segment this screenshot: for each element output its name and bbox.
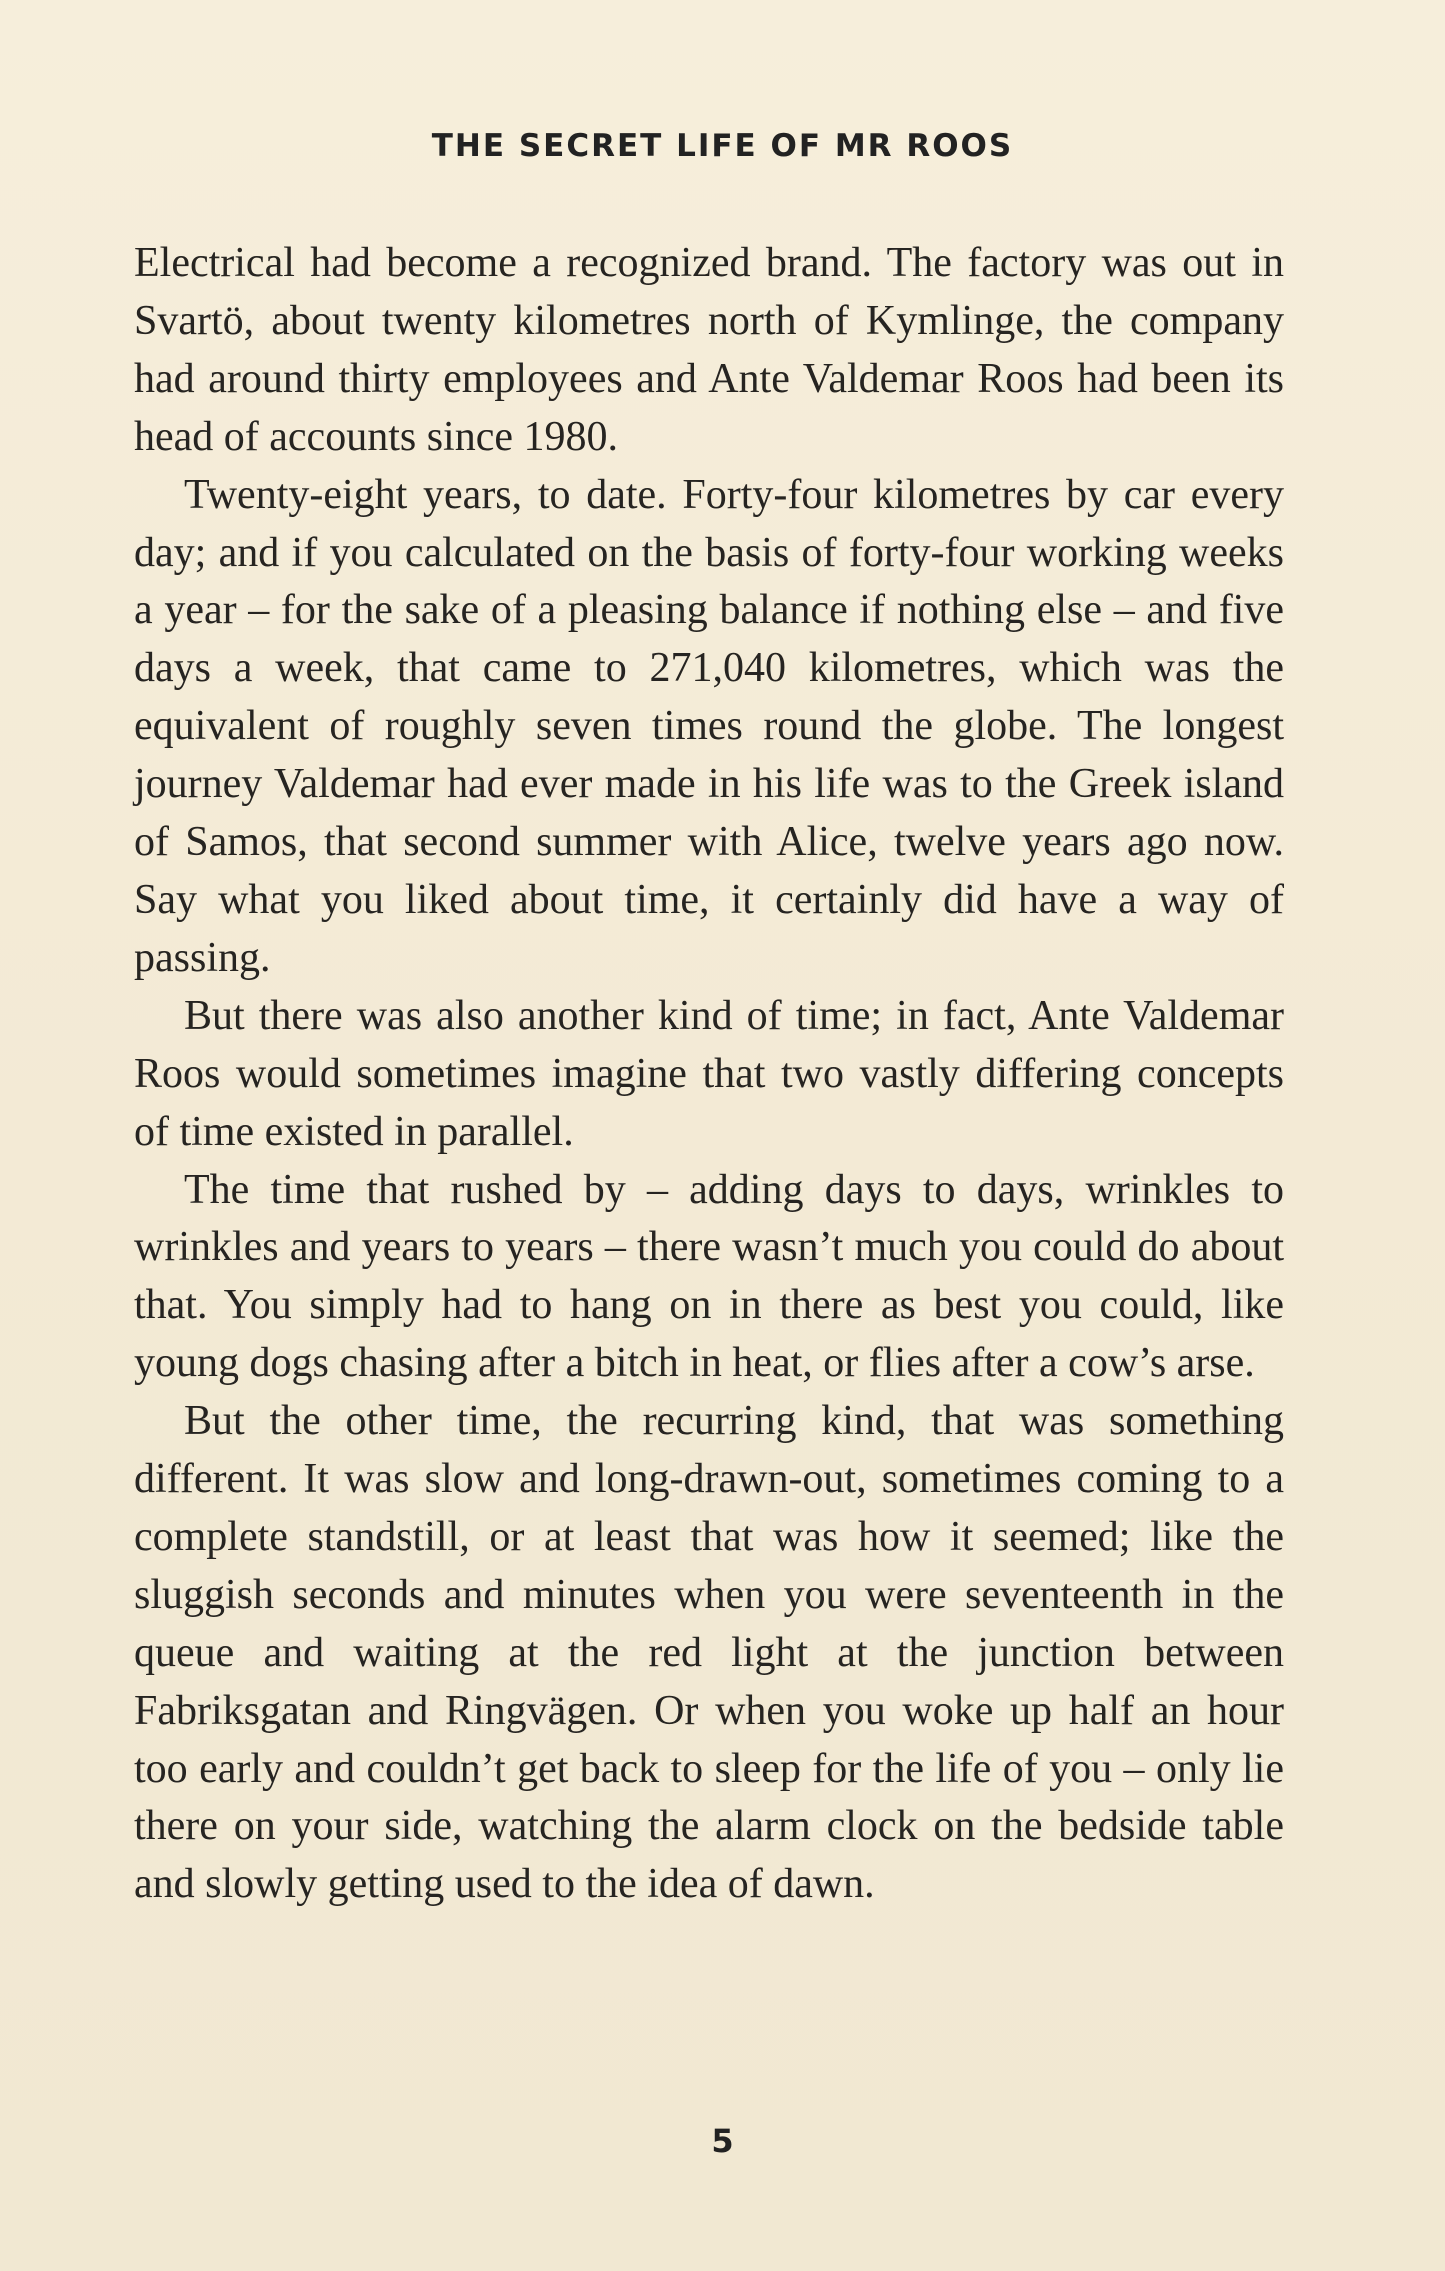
paragraph: But there was also another kind of time; in fact, Ante Valdemar Roos would sometimes imagine that two vastly differing concepts of time existed in parallel. — [134, 992, 1284, 1155]
paragraph: Twenty-eight years, to date. Forty-four kilometres by car every day; and if you calculated on the basis of forty-four working weeks a year – for the sake of a pleasing balance if nothing else – and five days a week, that came to 271,040 kilometres, which was the equivalent of roughly seven times round the globe. The longest journey Valdemar had ever made in his life was to the Greek island of Samos, that second summer with Alice, twelve years ago now. Say what you liked about time, it certainly did have a way of passing. — [134, 471, 1284, 981]
paragraph: The time that rushed by – adding days to days, wrinkles to wrinkles and years to years – there wasn’t much you could do about that. You simply had to hang on in there as best you could, like young dogs chasing after a bitch in heat, or flies after a cow’s arse. — [134, 1166, 1284, 1387]
body-text — [134, 235, 1284, 1914]
paragraph: But the other time, the recurring kind, that was something different. It was slow and long-drawn-out, sometimes coming to a complete standstill, or at least that was how it seemed; like the sluggish seconds and minutes when you were seventeenth in the queue and waiting at the red light at the junction between Fabriksgatan and Ringvägen. Or when you woke up half an hour too early and couldn’t get back to sleep for the life of you – only lie there on your side, watching the alarm clock on the bedside table and slowly getting used to the idea of dawn. — [134, 1398, 1284, 1908]
paragraph: Electrical had become a recognized brand. The factory was out in Svartö, about twenty kilometres north of Kymlinge, the company had around thirty employees and Ante Valdemar Roos had been its head of accounts since 1980. — [134, 240, 1284, 460]
page-number: 5 — [711, 2122, 734, 2160]
running-head: THE SECRET LIFE OF MR ROOS — [431, 128, 1014, 164]
